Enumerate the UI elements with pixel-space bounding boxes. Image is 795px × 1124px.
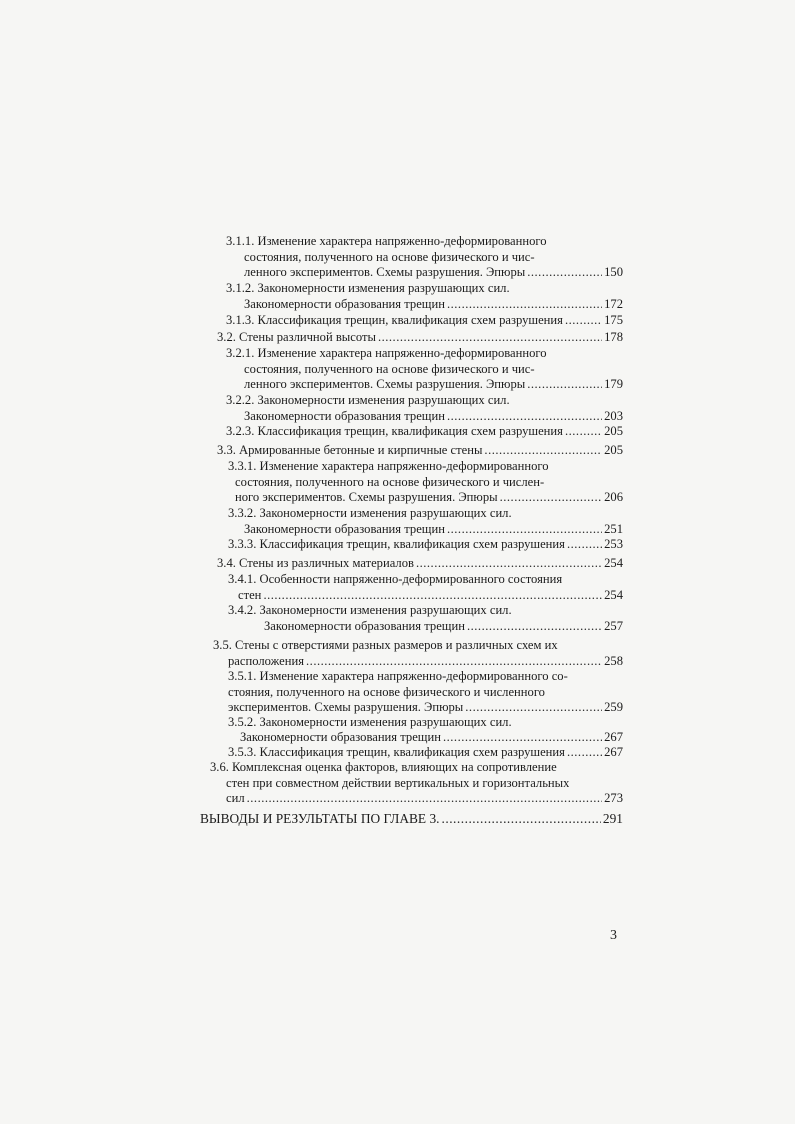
toc-entry-3-2-3-page: 205 bbox=[604, 424, 623, 438]
leader-dots bbox=[443, 730, 602, 745]
toc-entry-3-3-3-page: 253 bbox=[604, 537, 623, 551]
toc-entry-3-1-3-text: 3.1.3. Классификация трещин, квалификация схем разрушения bbox=[226, 313, 563, 327]
leader-dots bbox=[447, 522, 602, 537]
leader-dots bbox=[247, 791, 602, 806]
leader-dots bbox=[567, 537, 602, 552]
toc-entry-3-5-1-page: 259 bbox=[604, 700, 623, 714]
toc-entry-3-1-1-line3 bbox=[244, 265, 623, 280]
leader-dots bbox=[565, 424, 602, 439]
toc-entry-3-3-1-line2: состояния, полученного на основе физического и числен- bbox=[235, 475, 545, 489]
toc-entry-3-2-1-line3 bbox=[244, 377, 623, 392]
toc-entry-3-6-text: сил bbox=[226, 791, 245, 805]
leader-dots bbox=[416, 556, 602, 571]
toc-entry-3-6-line1: 3.6. Комплексная оценка факторов, влияющих на сопротивление bbox=[210, 760, 557, 774]
leader-dots bbox=[465, 700, 602, 715]
toc-entry-3-4-text: 3.4. Стены из различных материалов bbox=[217, 556, 414, 570]
page-number: 3 bbox=[610, 928, 617, 943]
toc-entry-3-4-2-text: Закономерности образования трещин bbox=[264, 619, 465, 633]
leader-dots bbox=[447, 297, 602, 312]
toc-entry-3-5-1-line2: стояния, полученного на основе физического и численного bbox=[228, 685, 545, 699]
toc-entry-conclusions-text: ВЫВОДЫ И РЕЗУЛЬТАТЫ ПО ГЛАВЕ 3. bbox=[200, 811, 440, 826]
toc-entry-3-5-3-text: 3.5.3. Классификация трещин, квалификация схем разрушения bbox=[228, 745, 565, 759]
toc-entry-3-4-1-line1: 3.4.1. Особенности напряженно-деформированного состояния bbox=[228, 572, 563, 586]
toc-entry-3-5-page: 258 bbox=[604, 654, 623, 668]
toc-entry-3-3-page: 205 bbox=[604, 443, 623, 457]
toc-entry-3-2-1-text: ленного экспериментов. Схемы разрушения. Эпюры bbox=[244, 377, 526, 391]
toc-entry-3-2-page: 178 bbox=[604, 330, 623, 344]
toc-entry-3-1-1-line2: состояния, полученного на основе физического и чис- bbox=[244, 250, 535, 264]
toc-entry-3-5-1-line1: 3.5.1. Изменение характера напряженно-деформированного со- bbox=[228, 669, 568, 683]
leader-dots bbox=[567, 745, 602, 760]
toc-entry-3-3-2-page: 251 bbox=[604, 522, 623, 536]
toc-entry-3-2-2-text: Закономерности образования трещин bbox=[244, 409, 445, 423]
toc-entry-3-5-2-line1: 3.5.2. Закономерности изменения разрушающих сил. bbox=[228, 715, 512, 729]
toc-entry-3-1-1-line1: 3.1.1. Изменение характера напряженно-деформированного bbox=[226, 234, 547, 248]
toc-entry-3-2-3-text: 3.2.3. Классификация трещин, квалификация схем разрушения bbox=[226, 424, 563, 438]
toc-entry-3-2-2-page: 203 bbox=[604, 409, 623, 423]
leader-dots bbox=[565, 313, 602, 328]
leader-dots bbox=[484, 443, 602, 458]
leader-dots bbox=[447, 409, 602, 424]
toc-entry-3-1-2-page: 172 bbox=[604, 297, 623, 311]
leader-dots bbox=[467, 619, 602, 634]
toc-entry-3-4-2-line2 bbox=[264, 619, 623, 634]
toc-entry-3-1-2-line1: 3.1.2. Закономерности изменения разрушающих сил. bbox=[226, 281, 510, 295]
toc-entry-conclusions-page: 291 bbox=[602, 811, 623, 826]
toc-entry-3-5-3 bbox=[228, 745, 623, 760]
toc-entry-3-4-2-page: 257 bbox=[604, 619, 623, 633]
toc-entry-3-2 bbox=[217, 330, 623, 345]
toc-entry-3-3-3 bbox=[228, 537, 623, 552]
toc-entry-3-5-1-text: экспериментов. Схемы разрушения. Эпюры bbox=[228, 700, 464, 714]
toc-entry-3-2-1-line2: состояния, полученного на основе физического и чис- bbox=[244, 362, 535, 376]
toc-entry-3-5-2-page: 267 bbox=[604, 730, 623, 744]
toc-entry-3-3-2-text: Закономерности образования трещин bbox=[244, 522, 445, 536]
toc-entry-3-3-2-line1: 3.3.2. Закономерности изменения разрушающих сил. bbox=[228, 506, 512, 520]
toc-entry-3-4-page: 254 bbox=[604, 556, 623, 570]
toc-entry-3-1-1-text: ленного экспериментов. Схемы разрушения. Эпюры bbox=[244, 265, 526, 279]
toc-entry-3-1-2-line2 bbox=[244, 297, 623, 312]
toc-entry-3-2-1-line1: 3.2.1. Изменение характера напряженно-деформированного bbox=[226, 346, 547, 360]
leader-dots bbox=[527, 377, 602, 392]
toc-entry-3-4-2-line1: 3.4.2. Закономерности изменения разрушающих сил. bbox=[228, 603, 512, 617]
toc-entry-3-3-1-line3 bbox=[235, 490, 623, 505]
toc-entry-3-3-1-line1: 3.3.1. Изменение характера напряженно-деформированного bbox=[228, 459, 549, 473]
toc-entry-3-5-line2 bbox=[228, 654, 623, 669]
toc-entry-3-4-1-page: 254 bbox=[604, 588, 623, 602]
leader-dots bbox=[442, 811, 601, 826]
toc-entry-3-2-1-page: 179 bbox=[604, 377, 623, 391]
toc-entry-3-3-3-text: 3.3.3. Классификация трещин, квалификация схем разрушения bbox=[228, 537, 565, 551]
toc-entry-3-4-1-text: стен bbox=[238, 588, 262, 602]
toc-entry-3-4-1-line2 bbox=[238, 588, 623, 603]
toc-entry-3-2-2-line1: 3.2.2. Закономерности изменения разрушающих сил. bbox=[226, 393, 510, 407]
toc-entry-3-2-text: 3.2. Стены различной высоты bbox=[217, 330, 376, 344]
toc-entry-3-5-2-text: Закономерности образования трещин bbox=[240, 730, 441, 744]
toc-entry-3-5-line1: 3.5. Стены с отверстиями разных размеров и различных схем их bbox=[213, 638, 558, 652]
toc-entry-3-3-text: 3.3. Армированные бетонные и кирпичные стены bbox=[217, 443, 483, 457]
toc-entry-3-1-2-text: Закономерности образования трещин bbox=[244, 297, 445, 311]
toc-entry-3-5-3-page: 267 bbox=[604, 745, 623, 759]
toc-entry-conclusions bbox=[200, 811, 623, 826]
toc-entry-3-1-3-page: 175 bbox=[604, 313, 623, 327]
leader-dots bbox=[263, 588, 602, 603]
toc-entry-3-3-1-text: ного экспериментов. Схемы разрушения. Эпюры bbox=[235, 490, 498, 504]
leader-dots bbox=[500, 490, 603, 505]
toc-entry-3-1-1-page: 150 bbox=[604, 265, 623, 279]
toc-entry-3-1-3 bbox=[226, 313, 623, 328]
leader-dots bbox=[306, 654, 602, 669]
toc-entry-3-2-3 bbox=[226, 424, 623, 439]
toc-entry-3-6-line3 bbox=[226, 791, 623, 806]
leader-dots bbox=[527, 265, 602, 280]
toc-entry-3-5-2-line2 bbox=[240, 730, 623, 745]
toc-entry-3-5-text: расположения bbox=[228, 654, 305, 668]
leader-dots bbox=[378, 330, 602, 345]
toc-entry-3-3-2-line2 bbox=[244, 522, 623, 537]
toc-entry-3-3-1-page: 206 bbox=[604, 490, 623, 504]
toc-entry-3-6-page: 273 bbox=[604, 791, 623, 805]
toc-entry-3-3 bbox=[217, 443, 623, 458]
toc-entry-3-4 bbox=[217, 556, 623, 571]
toc-entry-3-2-2-line2 bbox=[244, 409, 623, 424]
toc-entry-3-6-line2: стен при совместном действии вертикальных и горизонтальных bbox=[226, 776, 570, 790]
toc-entry-3-5-1-line3 bbox=[228, 700, 623, 715]
